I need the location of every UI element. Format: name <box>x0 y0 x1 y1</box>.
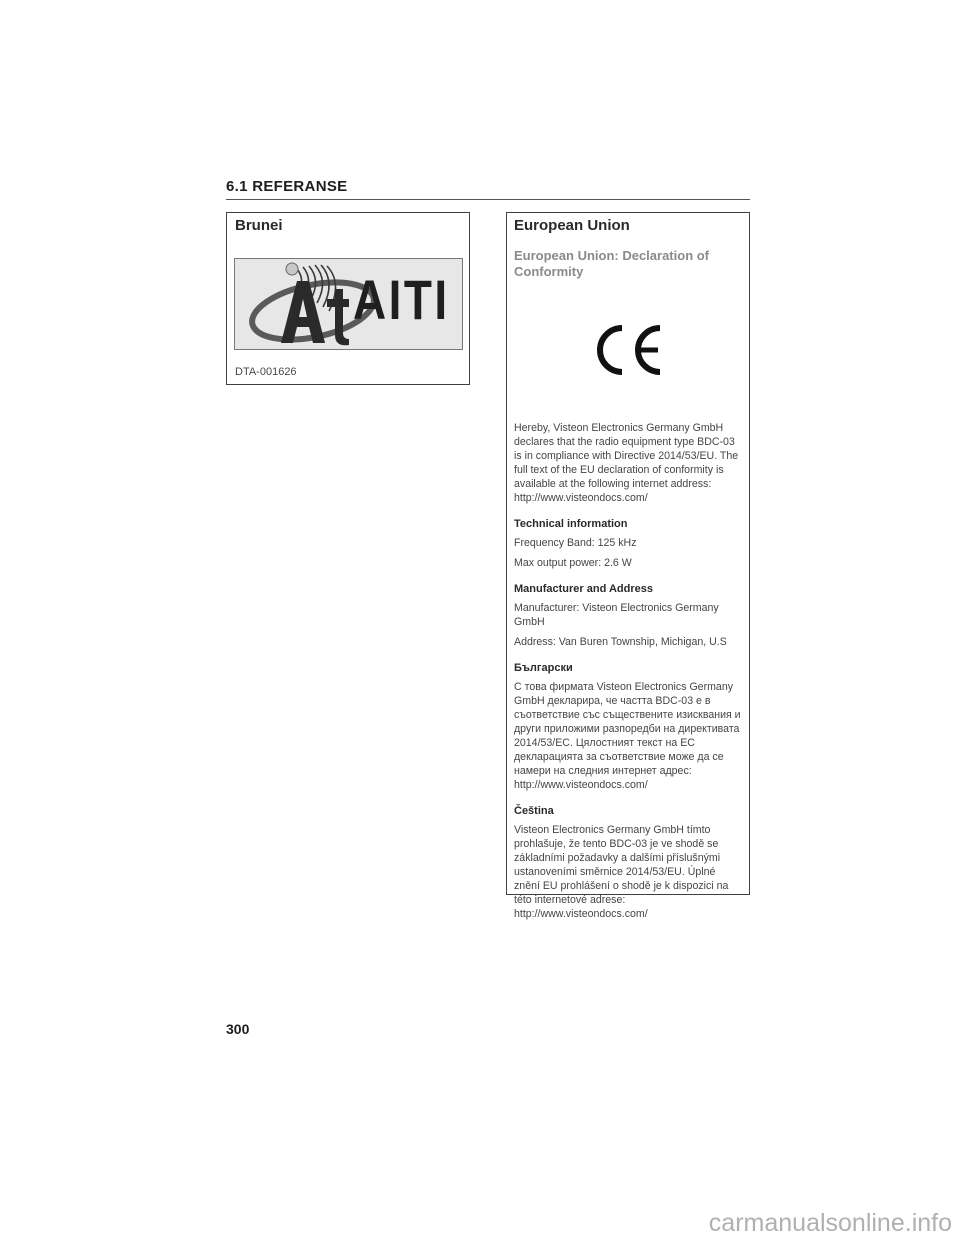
eu-subtitle: European Union: Declaration of Conformity <box>514 248 710 279</box>
eu-title: European Union <box>514 217 630 234</box>
section-divider <box>226 199 750 200</box>
address-text: Address: Van Buren Township, Michigan, U.S <box>514 636 727 648</box>
page-number: 300 <box>226 1021 250 1037</box>
aiti-logo <box>234 258 463 350</box>
bulgarian-text: С това фирмата Visteon Electronics Germany GmbH декларира, че частта BDC-03 е в съответствие със съществените изисквания и други приложими разпоредби на директивата 2014/53/EC. Цялостният текст на ЕС декларацията за съответствие може да се намери на следния интернет адрес: http://www.visteondocs.com/ <box>514 681 741 791</box>
tech-heading: Technical information <box>514 518 628 530</box>
frequency-text: Frequency Band: 125 kHz <box>514 537 637 549</box>
brunei-panel <box>226 212 470 385</box>
ce-mark <box>514 290 744 410</box>
declaration-text: Hereby, Visteon Electronics Germany GmbH declares that the radio equipment type BDC-03 is in compliance with Directive 2014/53/EU. The full text of the EU declaration of conformity is available at the following internet address: http://www.visteondocs.com/ <box>514 422 739 504</box>
site-watermark: carmanualsonline.info <box>708 1209 952 1237</box>
czech-heading: Čeština <box>514 805 554 817</box>
ce-mark-icon <box>592 322 668 378</box>
manufacturer-text: Manufacturer: Visteon Electronics Germany GmbH <box>514 602 719 628</box>
czech-text: Visteon Electronics Germany GmbH tímto prohlašuje, že tento BDC-03 je ve shodě se základními požadavky a dalšími příslušnými ustanoveními směrnice 2014/53/EU. Úplné znění EU prohlášení o shodě je k dispozici na této internetové adrese: http://www.visteondocs.com/ <box>514 824 729 920</box>
brunei-title: Brunei <box>235 217 283 234</box>
section-title: 6.1 REFERANSE <box>226 178 348 195</box>
power-text: Max output power: 2.6 W <box>514 557 632 569</box>
aiti-wordmark: AITI <box>353 268 450 331</box>
eu-panel <box>506 212 750 920</box>
manufacturer-heading: Manufacturer and Address <box>514 583 653 595</box>
bulgarian-heading: Български <box>514 662 573 674</box>
figure-caption: DTA-001626 <box>235 366 297 378</box>
